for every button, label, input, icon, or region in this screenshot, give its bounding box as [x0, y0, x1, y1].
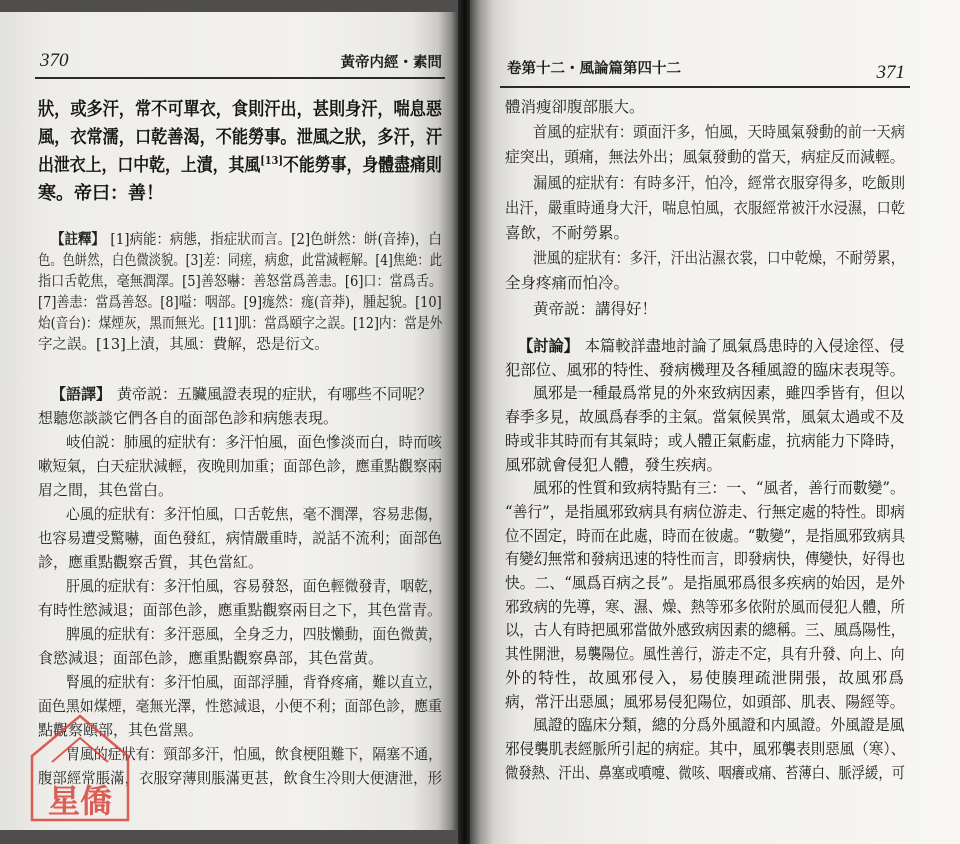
discussion-line: 病，常汗出惡風；風邪易侵犯陽位，如頭部、肌表、陽經等。 — [505, 692, 905, 711]
translation-line: 診，應重點觀察舌質，其色當紅。 — [38, 553, 264, 571]
note-reference: [13] — [260, 154, 283, 167]
translation-line: 喜飲，不耐勞累。 — [505, 224, 630, 243]
discussion-line — [518, 334, 905, 359]
translation-line: 心風的症狀有：多汗怕風，口舌乾焦，毫不潤澤，容易悲傷， — [66, 505, 443, 523]
translation-line: 岐伯説：肺風的症狀有：多汗怕風，面色慘淡而白，時而咳 — [66, 433, 443, 451]
translation-line: 腎風的症狀有：多汗怕風，面部浮腫，背脊疼痛，難以直立， — [66, 673, 443, 691]
translation-line: 有時性慾減退；面部色診，應重點觀察兩目之下，其色當青。 — [38, 601, 443, 619]
translation — [505, 95, 905, 322]
translation-line: 胃風的症狀有：頸部多汗，怕風，飲食梗阻難下，隔塞不通， — [66, 745, 443, 763]
note-line: 字之誤。[13]上漬，其風：費解，恐是衍文。 — [38, 337, 329, 353]
stamp-seal — [28, 712, 132, 824]
section-label: 【註釋】 — [51, 231, 105, 248]
note-text: [1]病能：病態，指症狀而言。[2]色皏然：皏(音捧)，白 — [110, 232, 442, 248]
discussion-line: 以，古人有時把風邪當做外感致病因素的總稱。三、風爲陽性， — [505, 621, 906, 640]
classic-text-segment: 不能勞事，身體盡痛則 — [282, 155, 442, 176]
translation-line: 體消瘦卻腹部脹大。 — [505, 98, 645, 116]
discussion-line: 犯部位、風邪的特性、發病機理及各種風證的臨床表現等。 — [505, 360, 906, 379]
section-label: 【討論】 — [518, 336, 579, 355]
discussion-line: 快。二、“風爲百病之長”。是指風邪爲很多疾病的始因，是外 — [505, 574, 905, 593]
discussion-line: 春季多見，故風爲春季的主氣。當氣候異常，風氣太過或不及 — [505, 408, 905, 427]
stamp-text: 星僑 — [47, 782, 113, 820]
running-header-title: 黃帝内經・素問 — [340, 54, 442, 71]
discussion-line: “善行”，是指風邪致病具有病位游走、行無定處的特性。即病 — [505, 502, 905, 521]
classic-text-segment: 出泄衣上，口中乾，上漬，其風 — [38, 155, 261, 176]
note-line: 色。色皏然，白色微淡貌。[3]差：同瘥，病愈，此當減輕解。[4]焦絶：此 — [38, 253, 443, 269]
classic-text — [38, 96, 442, 208]
running-header-title: 卷第十二・風論篇第四十二 — [507, 60, 681, 77]
translation-line: 肝風的症狀有：多汗怕風，容易發怒，面色輕微發青，咽乾， — [66, 577, 443, 595]
page-number: 371 — [876, 62, 905, 83]
discussion-line: 位不固定，時而在此處，時而在彼處。“數變”，是指風邪致病具 — [505, 526, 906, 545]
translation-line: 黄帝説：講得好！ — [533, 299, 658, 318]
note-line: [7]善恚：當爲善怒。[8]嗌：咽部。[9]痝然：痝(音莽)，腫起貌。[10] — [38, 295, 442, 311]
discussion-line: 時或非其時而有其氣時；或人體正氣虧虚，抗病能力下降時， — [505, 431, 905, 450]
discussion-line: 邪侵襲肌表經脈所引起的病症。其中，風邪襲表則惡風（寒）、 — [505, 739, 906, 758]
discussion-line: 風邪就會侵犯人體，發生疾病。 — [505, 455, 723, 474]
header-rule — [500, 86, 910, 88]
translation-line: 眉之間，其色當白。 — [38, 481, 174, 499]
translation-line: 嗽短氣，白天症狀減輕，夜晚則加重；面部色診，應重點觀察兩 — [38, 457, 443, 475]
note-line: 炲(音台)：煤煙灰，黑而無光。[11]肌：當爲頤字之誤。[12]内：當是外 — [38, 316, 443, 332]
translation-line: 食慾減退；面部色診，應重點觀察鼻部，其色當黄。 — [38, 649, 384, 667]
translation-line — [51, 382, 432, 406]
classic-text-line: 狀，或多汗，常不可單衣，食則汗出，甚則身汗，喘息惡 — [38, 99, 443, 120]
classic-text-line — [38, 152, 442, 180]
left-page — [0, 12, 462, 830]
translation-line: 想聽您談談它們各自的面部色診和病態表現。 — [38, 409, 339, 427]
note-line — [51, 229, 442, 251]
discussion-line: 風邪的性質和致病特點有三：一、“風者，善行而數變”。 — [533, 479, 905, 498]
translation-line: 出汗，嚴重時通身大汗，喘息怕風，衣服經常被汗水浸濕，口乾 — [505, 198, 906, 217]
classic-text-line: 寒。帝曰：善！ — [38, 183, 164, 204]
discussion-line: 邪致病的先導，寒、濕、燥、熱等邪多依附於風而侵犯人體，所 — [505, 597, 906, 616]
discussion-line: 外的特性，故風邪侵入，易使腠理疏泄開張，故風邪爲 — [505, 668, 906, 687]
discussion-line: 風邪是一種最爲常見的外來致病因素，雖四季皆有，但以 — [533, 384, 905, 403]
stamp-roof-mark — [52, 738, 108, 762]
discussion-line: 微發熱、汗出、鼻塞或噴嚏、微咳、咽癢或痛、苔薄白、脈浮緩，可 — [505, 763, 906, 782]
translation-line: 漏風的症狀有：有時多汗，怕冷，經常衣服穿得多，吃飯則 — [533, 173, 906, 192]
translation-line: 症突出，頭痛，無法外出；風氣發動的當天，病症反而減輕。 — [505, 148, 905, 167]
right-page — [470, 0, 960, 844]
classic-text-line: 風，衣常濡，口乾善渴，不能勞事。泄風之狀，多汗，汗 — [38, 127, 443, 148]
translation-text: 黄帝説：五臟風證表現的症狀，有哪些不同呢？ — [117, 385, 433, 403]
annotations — [38, 229, 442, 356]
translation-line: 面色黑如煤煙，毫無光澤，性慾減退，小便不利；面部色診，應重 — [38, 697, 442, 715]
section-label: 【語譯】 — [51, 385, 112, 403]
page-number: 370 — [40, 50, 69, 71]
translation-line: 泄風的症狀有：多汗，汗出沾濕衣裳，口中乾燥，不耐勞累， — [533, 249, 905, 268]
discussion-line: 有變幻無常和發病迅速的特性而言，即發病快，傳變快，好得也 — [505, 550, 906, 569]
header-rule — [35, 77, 445, 79]
translation-line: 也容易遭受驚嚇，面色發紅，病情嚴重時，説話不流利；面部色 — [38, 529, 443, 547]
translation-line: 腹部經常脹滿，衣服穿薄則脹滿更甚，飲食生冷則大便溏泄，形 — [38, 769, 443, 787]
discussion — [505, 334, 905, 785]
note-line: 指口舌乾焦，毫無潤澤。[5]善怒嚇：善怒當爲善恚。[6]口：當爲舌。 — [38, 274, 443, 290]
translation-line: 點觀察頤部，其色當黑。 — [38, 721, 204, 739]
discussion-text: 本篇較詳盡地討論了風氣爲患時的入侵途徑、侵 — [584, 337, 905, 355]
discussion-line: 風證的臨床分類，總的分爲外風證和内風證。外風證是風 — [533, 716, 905, 735]
translation-line: 全身疼痛而怕冷。 — [505, 274, 630, 293]
translation-line: 脾風的症狀有：多汗惡風，全身乏力，四肢懶動，面色微黄， — [66, 625, 443, 643]
translation-line: 首風的症狀有：頭面汗多，怕風，天時風氣發動的前一天病 — [533, 123, 906, 142]
discussion-line: 其性開泄，易襲陽位。風性善行，游走不定，具有升發、向上、向 — [505, 645, 905, 664]
